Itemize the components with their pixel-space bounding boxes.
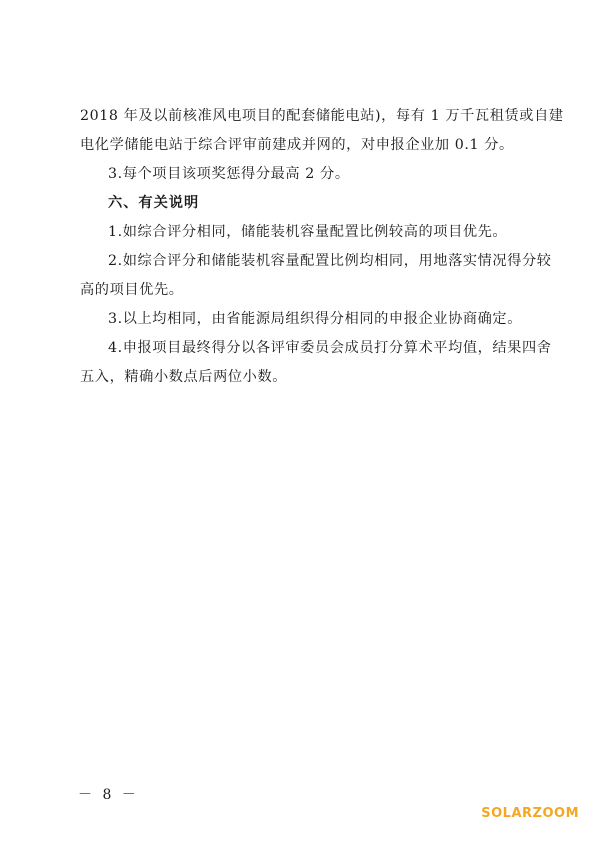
paragraph-line: 3.每个项目该项奖惩得分最高 2 分。 [108, 166, 350, 182]
paragraph-line: 五入，精确小数点后两位小数。 [80, 369, 288, 385]
paragraph-line: 电化学储能电站于综合评审前建成并网的，对申报企业加 0.1 分。 [80, 137, 514, 153]
paragraph-line: 1.如综合评分相同，储能装机容量配置比例较高的项目优先。 [108, 224, 508, 240]
body-text [80, 102, 564, 392]
paragraph-line: 4.申报项目最终得分以各评审委员会成员打分算术平均值，结果四舍 [108, 340, 552, 356]
paragraph-line: 高的项目优先。 [80, 282, 184, 298]
section-heading: 六、有关说明 [108, 195, 200, 211]
paragraph-line: 2018 年及以前核准风电项目的配套储能电站)，每有 1 万千瓦租赁或自建 [80, 108, 564, 124]
page-number: － 8 － [78, 787, 139, 803]
paragraph-line: 2.如综合评分和储能装机容量配置比例均相同，用地落实情况得分较 [108, 253, 552, 269]
paragraph-line: 3.以上均相同，由省能源局组织得分相同的申报企业协商确定。 [108, 311, 523, 327]
watermark-logo: SOLARZOOM [481, 806, 579, 821]
